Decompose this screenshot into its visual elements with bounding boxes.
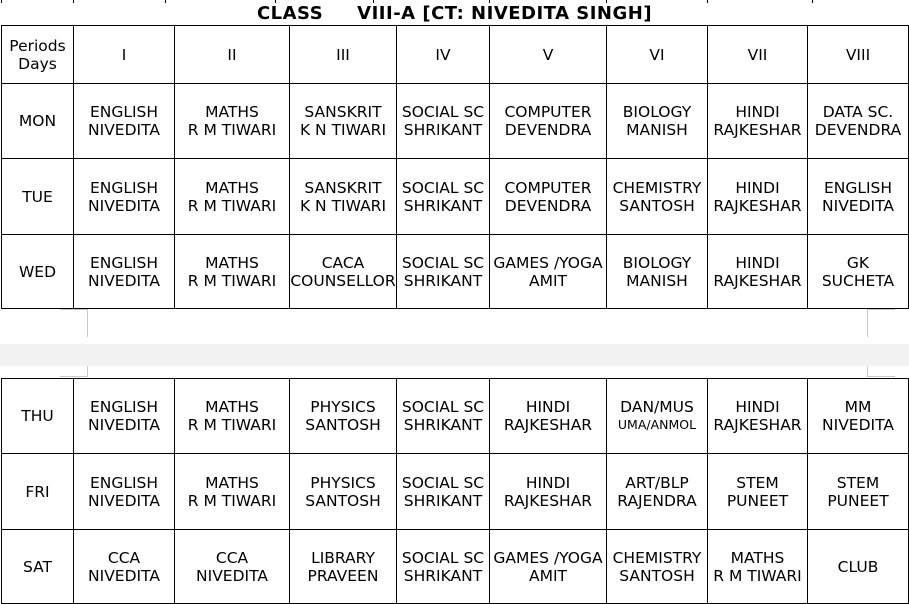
period-cell [175,84,290,159]
class-label: CLASS [256,3,324,24]
teacher-label: K N TIWARI [299,196,387,215]
day-row [2,379,909,454]
teacher-label: NIVEDITA [88,196,160,215]
teacher-label: AMIT [528,271,568,290]
subject-label: SOCIAL SC [401,253,485,272]
timetable-title [0,3,909,25]
day-row [2,159,909,235]
day-cell: SAT [2,530,74,604]
teacher-label: R M TIWARI [187,196,277,215]
period-header: VI [607,26,708,84]
period-cell [607,84,708,159]
period-cell [175,530,290,604]
period-cell [74,530,175,604]
period-cell [74,454,175,530]
teacher-label: NIVEDITA [196,566,268,585]
subject-label: SOCIAL SC [401,548,485,567]
day-cell: THU [2,379,74,454]
subject-label: SOCIAL SC [401,103,485,121]
teacher-label: SANTOSH [305,491,381,510]
subject-label: COMPUTER [504,103,592,121]
period-header: VII [708,26,808,84]
teacher-label: NIVEDITA [88,491,160,510]
subject-label: SANSKRIT [304,178,382,197]
subject-label: ENGLISH [823,178,893,197]
teacher-label: NIVEDITA [822,416,894,434]
period-header: V [490,26,607,84]
teacher-label: NIVEDITA [88,566,160,585]
period-cell [175,379,290,454]
period-cell [290,235,397,309]
subject-label: CCA [215,548,249,567]
day-row [2,454,909,530]
subject-label: ENGLISH [89,103,159,121]
page-gap-mark [60,376,88,377]
subject-label: ART/BLP [625,473,689,492]
subject-label: BIOLOGY [622,253,692,272]
teacher-label: AMIT [528,566,568,585]
period-cell [708,84,808,159]
class-section: VIII-A [CT: NIVEDITA SINGH] [357,3,653,24]
teacher-label: NIVEDITA [88,121,160,139]
teacher-label: RAJKESHAR [713,416,802,434]
period-cell [175,159,290,235]
subject-label: LIBRARY [311,548,375,567]
period-cell [607,530,708,604]
teacher-label: DEVENDRA [504,121,592,139]
period-cell [808,454,909,530]
subject-label: DAN/MUS [620,398,694,416]
period-cell [490,235,607,309]
subject-label: SOCIAL SC [401,178,485,197]
teacher-label: R M TIWARI [187,271,277,290]
subject-label: CHEMISTRY [612,178,702,197]
subject-label: GAMES /YOGA [493,548,603,567]
subject-label: PHYSICS [310,473,376,492]
timetable-bottom [1,378,909,604]
subject-label: GK [846,253,870,272]
period-cell [708,530,808,604]
teacher-label: SANTOSH [305,416,381,434]
teacher-label: PUNEET [726,491,789,510]
teacher-label: SHRIKANT [403,416,483,434]
period-cell [290,379,397,454]
period-cell [397,454,490,530]
subject-label: SANSKRIT [304,103,382,121]
timetable-top [1,25,909,309]
teacher-label: SANTOSH [619,566,695,585]
subject-label: MM [844,398,872,416]
period-cell [397,530,490,604]
teacher-label: SHRIKANT [403,121,483,139]
subject-label: STEM [736,473,779,492]
day-row [2,84,909,159]
period-cell [74,379,175,454]
subject-label: HINDI [735,253,780,272]
period-cell [490,530,607,604]
subject-label: HINDI [735,398,780,416]
period-header: IV [397,26,490,84]
subject-label: ENGLISH [89,253,159,272]
teacher-label: SUCHETA [821,271,895,290]
teacher-label: SHRIKANT [403,196,483,215]
period-cell [397,379,490,454]
period-cell [74,159,175,235]
period-cell [290,454,397,530]
page-gap-mark [867,366,868,376]
teacher-label: R M TIWARI [713,566,802,585]
subject-label: ENGLISH [89,398,159,416]
teacher-label: NIVEDITA [822,196,894,215]
corner-cell: Periods Days [2,26,74,84]
teacher-label: PRAVEEN [307,566,379,585]
teacher-label: COUNSELLOR [290,271,396,290]
header-row [2,26,909,84]
period-cell [708,379,808,454]
period-cell [290,530,397,604]
teacher-label: SHRIKANT [403,491,483,510]
teacher-label: SHRIKANT [403,566,483,585]
period-cell [175,235,290,309]
period-header: II [175,26,290,84]
period-cell [175,454,290,530]
period-cell [607,235,708,309]
subject-label: MATHS [205,178,259,197]
period-cell [397,84,490,159]
period-cell [397,159,490,235]
teacher-label: RAJKESHAR [713,121,802,139]
page-gap-mark [867,309,868,337]
subject-label: ENGLISH [89,473,159,492]
day-cell: MON [2,84,74,159]
page-gap [0,344,909,366]
teacher-label: K N TIWARI [299,121,387,139]
teacher-label: UMA/ANMOL [617,417,697,432]
period-header: III [290,26,397,84]
subject-label: BIOLOGY [622,103,692,121]
subject-label: COMPUTER [504,178,592,197]
subject-label: STEM [836,473,880,492]
teacher-label: DEVENDRA [504,196,592,215]
period-cell [607,454,708,530]
period-cell [490,84,607,159]
teacher-label: PUNEET [827,491,889,510]
period-cell [490,379,607,454]
day-cell: WED [2,235,74,309]
period-cell [708,454,808,530]
teacher-label: RAJENDRA [617,491,697,510]
teacher-label: SANTOSH [619,196,695,215]
subject-label: MATHS [205,398,259,416]
teacher-label: RAJKESHAR [503,416,593,434]
teacher-label: RAJKESHAR [503,491,593,510]
subject-label: GAMES /YOGA [493,253,603,272]
subject-label: SOCIAL SC [401,398,485,416]
period-cell [607,159,708,235]
subject-label: CLUB [837,557,879,576]
teacher-label: R M TIWARI [187,121,277,139]
day-row [2,530,909,604]
subject-label: DATA SC. [822,103,894,121]
page-gap-mark [867,309,895,310]
period-cell [397,235,490,309]
subject-label: CCA [107,548,141,567]
period-cell [808,530,909,604]
day-cell: TUE [2,159,74,235]
teacher-label: R M TIWARI [187,491,277,510]
teacher-label: NIVEDITA [88,416,160,434]
page-gap-mark [867,376,895,377]
teacher-label: RAJKESHAR [713,196,802,215]
subject-label: MATHS [730,548,785,567]
page-gap-mark [87,366,88,376]
subject-label: PHYSICS [310,398,376,416]
subject-label: MATHS [205,473,259,492]
period-cell [290,159,397,235]
day-row [2,235,909,309]
period-cell [808,379,909,454]
page-gap-mark [87,309,88,337]
teacher-label: SHRIKANT [403,271,483,290]
subject-label: SOCIAL SC [401,473,485,492]
period-cell [808,159,909,235]
subject-label: MATHS [205,253,259,272]
subject-label: ENGLISH [89,178,159,197]
period-cell [74,84,175,159]
subject-label: CHEMISTRY [612,548,702,567]
subject-label: HINDI [735,103,780,121]
subject-label: HINDI [525,398,571,416]
period-cell [490,454,607,530]
period-cell [808,235,909,309]
subject-label: CACA [321,253,365,272]
period-cell [708,235,808,309]
page-gap-mark [60,309,88,310]
period-cell [808,84,909,159]
period-cell [607,379,708,454]
teacher-label: NIVEDITA [88,271,160,290]
period-cell [74,235,175,309]
period-cell [490,159,607,235]
period-cell [708,159,808,235]
teacher-label: RAJKESHAR [713,271,802,290]
subject-label: MATHS [205,103,259,121]
day-cell: FRI [2,454,74,530]
teacher-label: MANISH [626,271,688,290]
period-header: I [74,26,175,84]
period-cell [290,84,397,159]
subject-label: HINDI [735,178,780,197]
teacher-label: MANISH [626,121,688,139]
subject-label: HINDI [525,473,571,492]
teacher-label: DEVENDRA [814,121,902,139]
period-header: VIII [808,26,909,84]
teacher-label: R M TIWARI [187,416,277,434]
